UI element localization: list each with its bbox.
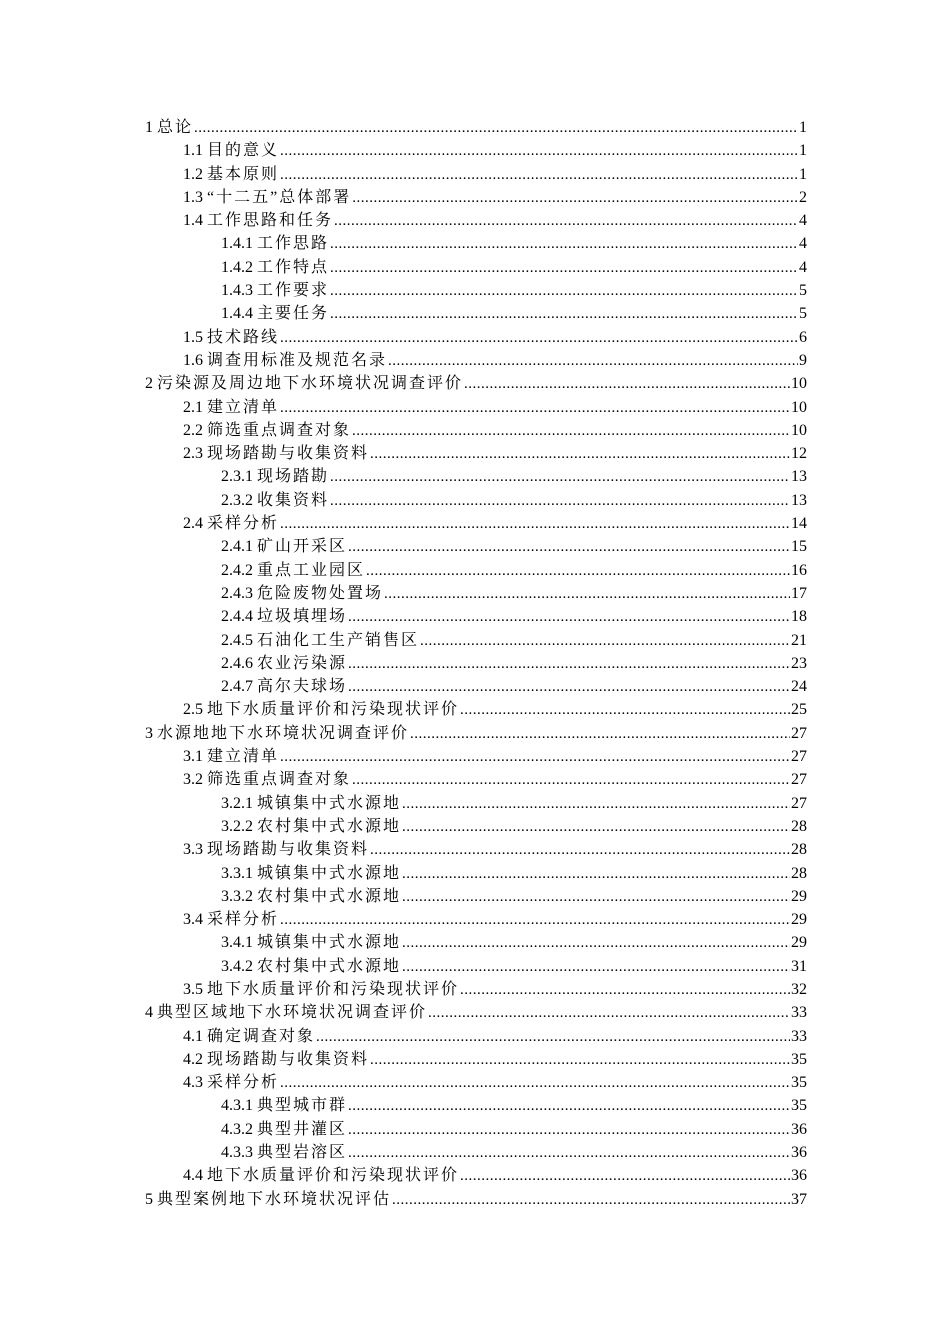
toc-entry-title: 地下水质量评价和污染现状评价 (207, 1167, 460, 1185)
toc-dot-leader (464, 373, 790, 396)
toc-entry-page-number: 27 (791, 748, 807, 766)
toc-entry[interactable] (145, 1164, 807, 1187)
toc-entry-page-number: 27 (791, 771, 807, 789)
toc-dot-leader (370, 1049, 790, 1072)
toc-entry-number: 1 (145, 119, 153, 136)
toc-entry-title: 总论 (157, 119, 194, 136)
toc-entry[interactable] (145, 512, 807, 535)
toc-entry-title: 高尔夫球场 (257, 678, 348, 696)
toc-entry-title: 采样分析 (207, 1074, 280, 1092)
toc-entry[interactable] (145, 582, 807, 605)
toc-dot-leader (348, 676, 790, 699)
toc-entry-number: 4.3.1 (221, 1097, 253, 1115)
toc-entry-title: 确定调查对象 (207, 1027, 316, 1045)
toc-entry-title: 工作思路 (257, 235, 330, 253)
toc-entry-number: 3.4.2 (221, 957, 253, 975)
toc-dot-leader (402, 816, 790, 839)
toc-entry-number: 2.3 (183, 445, 203, 463)
toc-entry-number: 2.4 (183, 515, 203, 533)
toc-entry-page-number: 36 (791, 1144, 807, 1162)
toc-entry-number: 2.4.5 (221, 631, 253, 649)
toc-entry-title: “十二五”总体部署 (207, 188, 352, 206)
toc-entry-number: 2.4.7 (221, 678, 253, 696)
toc-entry-number: 1.3 (183, 188, 203, 206)
toc-entry[interactable] (145, 978, 807, 1001)
table-of-contents (145, 116, 807, 1211)
toc-entry-title: 工作思路和任务 (207, 212, 334, 230)
toc-dot-leader (428, 1002, 790, 1025)
toc-dot-leader (330, 280, 798, 303)
toc-entry-number: 2.4.4 (221, 608, 253, 626)
toc-entry-page-number: 35 (791, 1050, 807, 1068)
toc-entry-title: 城镇集中式水源地 (257, 864, 402, 882)
toc-entry-page-number: 4 (799, 235, 807, 253)
toc-entry-number: 2.5 (183, 701, 203, 719)
toc-dot-leader (280, 164, 798, 187)
toc-entry-number: 1.4.3 (221, 282, 253, 300)
toc-entry[interactable] (145, 1118, 807, 1141)
toc-entry-title: 建立清单 (207, 748, 280, 766)
toc-entry-number: 3.3.1 (221, 864, 253, 882)
toc-entry-page-number: 35 (791, 1074, 807, 1092)
toc-entry-number: 2.4.6 (221, 654, 253, 672)
toc-entry-page-number: 2 (799, 188, 807, 206)
toc-entry-page-number: 36 (791, 1167, 807, 1185)
toc-entry-page-number: 29 (791, 911, 807, 929)
toc-entry[interactable] (145, 885, 807, 908)
toc-entry-title: 现场踏勘与收集资料 (207, 1050, 370, 1068)
toc-dot-leader (330, 490, 790, 513)
toc-dot-leader (352, 420, 790, 443)
toc-entry-page-number: 4 (799, 212, 807, 230)
toc-entry[interactable] (145, 372, 807, 395)
toc-entry-title: 典型区域地下水环境状况调查评价 (157, 1004, 428, 1022)
toc-dot-leader (348, 606, 790, 629)
toc-entry-page-number: 1 (799, 142, 807, 160)
toc-entry-title: 主要任务 (257, 305, 330, 323)
toc-entry-title: 典型城市群 (257, 1097, 348, 1115)
toc-entry-number: 3.5 (183, 980, 203, 998)
toc-entry-page-number: 10 (791, 398, 807, 416)
toc-entry-title: 现场踏勘 (257, 468, 330, 486)
toc-entry[interactable] (145, 465, 807, 488)
toc-dot-leader (330, 466, 790, 489)
toc-entry-number: 4.1 (183, 1027, 203, 1045)
toc-entry-title: 地下水质量评价和污染现状评价 (207, 701, 460, 719)
toc-entry[interactable] (145, 908, 807, 931)
toc-dot-leader (420, 630, 790, 653)
toc-entry[interactable] (145, 605, 807, 628)
toc-entry[interactable] (145, 326, 807, 349)
toc-entry[interactable] (145, 862, 807, 885)
toc-entry[interactable] (145, 698, 807, 721)
toc-entry-page-number: 36 (791, 1120, 807, 1138)
toc-entry-page-number: 33 (791, 1027, 807, 1045)
toc-entry[interactable] (145, 745, 807, 768)
toc-entry[interactable] (145, 419, 807, 442)
toc-dot-leader (366, 560, 790, 583)
toc-entry-number: 3.2.1 (221, 794, 253, 812)
toc-entry-number: 4 (145, 1004, 153, 1022)
toc-entry[interactable] (145, 792, 807, 815)
toc-entry[interactable] (145, 1071, 807, 1094)
toc-entry-title: 地下水质量评价和污染现状评价 (207, 980, 460, 998)
toc-entry-number: 2.4.3 (221, 584, 253, 602)
toc-entry-number: 1.4.1 (221, 235, 253, 253)
toc-entry-number: 3.3 (183, 841, 203, 859)
toc-entry-page-number: 32 (791, 980, 807, 998)
toc-entry-page-number: 28 (791, 864, 807, 882)
toc-entry-title: 目的意义 (207, 142, 280, 160)
toc-dot-leader (460, 979, 790, 1002)
toc-entry-title: 收集资料 (257, 491, 330, 509)
toc-entry[interactable] (145, 163, 807, 186)
toc-entry-title: 工作要求 (257, 282, 330, 300)
toc-entry[interactable] (145, 722, 807, 745)
toc-entry[interactable] (145, 652, 807, 675)
toc-entry-title: 典型井灌区 (257, 1120, 348, 1138)
toc-dot-leader (280, 909, 790, 932)
toc-dot-leader (402, 793, 790, 816)
toc-entry-title: 典型案例地下水环境状况评估 (157, 1190, 392, 1208)
toc-entry[interactable] (145, 209, 807, 232)
toc-entry[interactable] (145, 489, 807, 512)
toc-entry-number: 4.3 (183, 1074, 203, 1092)
toc-entry-title: 现场踏勘与收集资料 (207, 445, 370, 463)
toc-entry-title: 农村集中式水源地 (257, 817, 402, 835)
toc-entry-number: 4.3.2 (221, 1120, 253, 1138)
toc-entry[interactable] (145, 768, 807, 791)
toc-entry-page-number: 18 (791, 608, 807, 626)
toc-dot-leader (280, 327, 798, 350)
toc-entry[interactable] (145, 116, 807, 139)
toc-dot-leader (460, 699, 790, 722)
toc-entry-title: 危险废物处置场 (257, 584, 384, 602)
toc-entry-page-number: 23 (791, 654, 807, 672)
toc-entry-page-number: 37 (791, 1190, 807, 1208)
toc-entry-number: 3.4.1 (221, 934, 253, 952)
toc-entry-number: 4.3.3 (221, 1144, 253, 1162)
toc-entry-page-number: 13 (791, 491, 807, 509)
toc-entry-number: 4.4 (183, 1167, 203, 1185)
toc-entry-page-number: 31 (791, 957, 807, 975)
toc-dot-leader (402, 956, 790, 979)
toc-entry-number: 2.4.2 (221, 561, 253, 579)
toc-entry-number: 1.2 (183, 165, 203, 183)
toc-entry-title: 筛选重点调查对象 (207, 771, 352, 789)
toc-entry-number: 4.2 (183, 1050, 203, 1068)
toc-entry-title: 水源地地下水环境状况调查评价 (157, 724, 410, 742)
toc-entry-number: 2.4.1 (221, 538, 253, 556)
toc-entry-title: 采样分析 (207, 515, 280, 533)
toc-entry-page-number: 33 (791, 1004, 807, 1022)
toc-entry-title: 城镇集中式水源地 (257, 934, 402, 952)
toc-entry-page-number: 13 (791, 468, 807, 486)
toc-dot-leader (348, 1119, 790, 1142)
toc-entry[interactable] (145, 1048, 807, 1071)
toc-entry-page-number: 24 (791, 678, 807, 696)
toc-entry-page-number: 1 (799, 119, 807, 136)
toc-entry-title: 建立清单 (207, 398, 280, 416)
toc-entry-title: 农村集中式水源地 (257, 957, 402, 975)
toc-entry-number: 2 (145, 375, 153, 393)
toc-dot-leader (280, 397, 790, 420)
toc-entry-page-number: 35 (791, 1097, 807, 1115)
toc-entry[interactable] (145, 279, 807, 302)
toc-dot-leader (352, 187, 798, 210)
toc-entry[interactable] (145, 186, 807, 209)
toc-entry-title: 技术路线 (207, 328, 280, 346)
toc-entry-title: 现场踏勘与收集资料 (207, 841, 370, 859)
toc-entry-number: 1.4.2 (221, 258, 253, 276)
toc-entry-number: 1.4.4 (221, 305, 253, 323)
toc-dot-leader (330, 303, 798, 326)
toc-entry-number: 1.5 (183, 328, 203, 346)
toc-entry[interactable] (145, 629, 807, 652)
toc-dot-leader (280, 746, 790, 769)
toc-entry-title: 基本原则 (207, 165, 280, 183)
toc-dot-leader (280, 1072, 790, 1095)
toc-entry-title: 污染源及周边地下水环境状况调查评价 (157, 375, 464, 393)
toc-dot-leader (330, 233, 798, 256)
toc-dot-leader (384, 583, 790, 606)
toc-entry[interactable] (145, 256, 807, 279)
toc-entry[interactable] (145, 535, 807, 558)
toc-entry-title: 工作特点 (257, 258, 330, 276)
toc-dot-leader (348, 1142, 790, 1165)
toc-entry-title: 农村集中式水源地 (257, 887, 402, 905)
toc-entry-page-number: 28 (791, 841, 807, 859)
toc-entry-page-number: 5 (799, 282, 807, 300)
toc-entry-number: 2.2 (183, 421, 203, 439)
toc-entry[interactable] (145, 815, 807, 838)
toc-dot-leader (348, 536, 790, 559)
toc-dot-leader (392, 1189, 790, 1212)
toc-entry[interactable] (145, 232, 807, 255)
toc-entry-number: 1.1 (183, 142, 203, 160)
toc-entry-title: 垃圾填埋场 (257, 608, 348, 626)
toc-entry-title: 调查用标准及规范名录 (207, 351, 388, 369)
toc-dot-leader (330, 257, 798, 280)
toc-dot-leader (348, 1095, 790, 1118)
toc-dot-leader (280, 513, 790, 536)
toc-entry-number: 3.2.2 (221, 817, 253, 835)
toc-entry[interactable] (145, 559, 807, 582)
toc-dot-leader (460, 1165, 790, 1188)
toc-entry-page-number: 21 (791, 631, 807, 649)
toc-entry[interactable] (145, 349, 807, 372)
toc-entry-page-number: 10 (791, 421, 807, 439)
toc-entry-number: 1.4 (183, 212, 203, 230)
toc-entry[interactable] (145, 931, 807, 954)
toc-entry-title: 农业污染源 (257, 654, 348, 672)
toc-entry-page-number: 10 (791, 375, 807, 393)
toc-entry[interactable] (145, 1141, 807, 1164)
toc-entry-title: 采样分析 (207, 911, 280, 929)
toc-entry-title: 筛选重点调查对象 (207, 421, 352, 439)
toc-entry-page-number: 25 (791, 701, 807, 719)
toc-dot-leader (410, 723, 790, 746)
toc-entry-title: 典型岩溶区 (257, 1144, 348, 1162)
toc-entry-number: 3.1 (183, 748, 203, 766)
toc-entry-page-number: 17 (791, 584, 807, 602)
toc-dot-leader (370, 443, 790, 466)
toc-entry-page-number: 29 (791, 934, 807, 952)
toc-entry-number: 3 (145, 724, 153, 742)
toc-dot-leader (352, 769, 790, 792)
toc-entry-page-number: 9 (799, 351, 807, 369)
toc-entry-page-number: 5 (799, 305, 807, 323)
toc-entry-page-number: 4 (799, 258, 807, 276)
toc-entry-title: 矿山开采区 (257, 538, 348, 556)
toc-entry-page-number: 28 (791, 817, 807, 835)
toc-dot-leader (370, 839, 790, 862)
toc-entry[interactable] (145, 955, 807, 978)
toc-entry[interactable] (145, 1025, 807, 1048)
toc-entry-page-number: 27 (791, 724, 807, 742)
toc-entry-page-number: 27 (791, 794, 807, 812)
toc-entry-number: 2.3.2 (221, 491, 253, 509)
toc-entry-title: 重点工业园区 (257, 561, 366, 579)
toc-entry-number: 3.3.2 (221, 887, 253, 905)
toc-dot-leader (334, 210, 798, 233)
toc-entry[interactable] (145, 139, 807, 162)
toc-dot-leader (348, 653, 790, 676)
toc-dot-leader (280, 140, 798, 163)
toc-entry-title: 城镇集中式水源地 (257, 794, 402, 812)
toc-entry-page-number: 1 (799, 165, 807, 183)
toc-entry[interactable] (145, 838, 807, 861)
toc-entry[interactable] (145, 1188, 807, 1211)
toc-entry-number: 3.2 (183, 771, 203, 789)
toc-dot-leader (402, 886, 790, 909)
toc-entry-number: 5 (145, 1190, 153, 1208)
toc-entry-number: 3.4 (183, 911, 203, 929)
toc-entry-title: 石油化工生产销售区 (257, 631, 420, 649)
toc-entry-page-number: 15 (791, 538, 807, 556)
toc-entry-number: 1.6 (183, 351, 203, 369)
toc-entry-page-number: 29 (791, 887, 807, 905)
toc-entry-page-number: 6 (799, 328, 807, 346)
toc-entry-page-number: 14 (791, 515, 807, 533)
toc-entry[interactable] (145, 396, 807, 419)
toc-dot-leader (402, 932, 790, 955)
toc-entry[interactable] (145, 442, 807, 465)
toc-dot-leader (316, 1026, 790, 1049)
toc-dot-leader (402, 863, 790, 886)
toc-entry-page-number: 12 (791, 445, 807, 463)
toc-dot-leader (194, 117, 798, 140)
toc-entry[interactable] (145, 1094, 807, 1117)
toc-entry[interactable] (145, 1001, 807, 1024)
toc-entry[interactable] (145, 302, 807, 325)
toc-entry-number: 2.3.1 (221, 468, 253, 486)
toc-entry[interactable] (145, 675, 807, 698)
toc-entry-number: 2.1 (183, 398, 203, 416)
toc-dot-leader (388, 350, 798, 373)
toc-entry-page-number: 16 (791, 561, 807, 579)
